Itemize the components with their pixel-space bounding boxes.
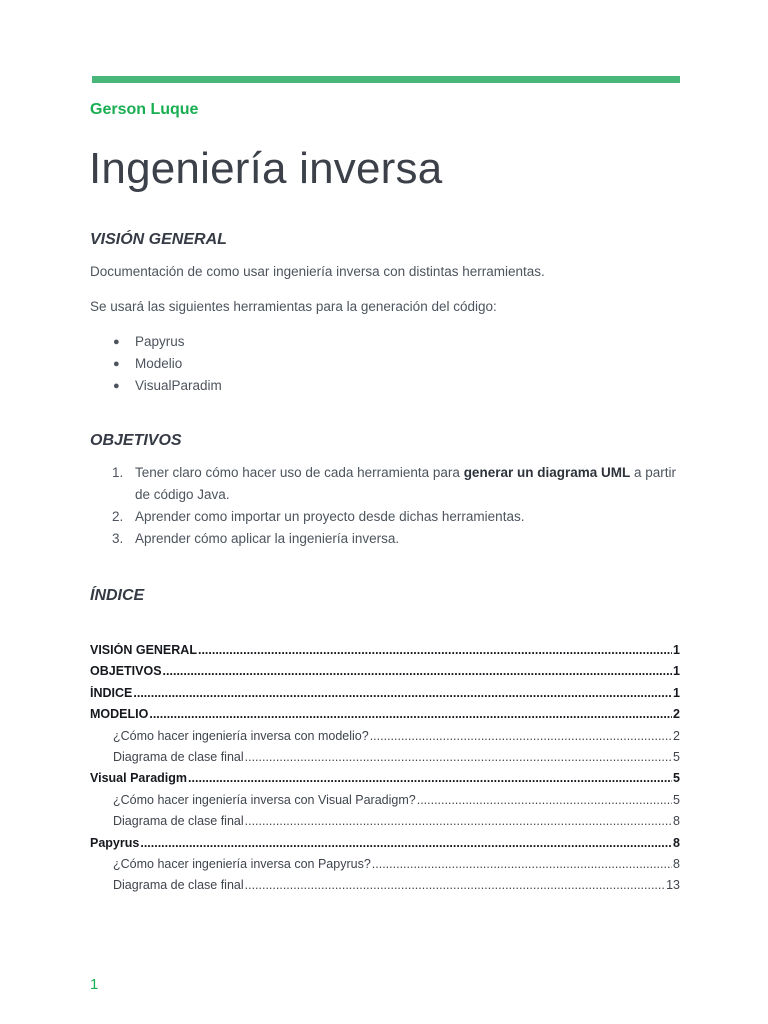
toc-entry-papyrus-howto[interactable] xyxy=(90,857,680,878)
objective-text-end: a partir de código Java. xyxy=(135,465,677,502)
bullet-icon: ● xyxy=(113,336,120,348)
toc-leader-dots xyxy=(245,750,672,764)
heading-indice: ÍNDICE xyxy=(90,587,145,604)
toc-entry-text: MODELIO xyxy=(90,707,149,722)
list-item xyxy=(90,528,682,550)
toc-page-number: 1 xyxy=(673,643,680,657)
tool-name: VisualParadim xyxy=(135,378,222,393)
toc-leader-dots xyxy=(245,878,665,892)
toc-entry-text: OBJETIVOS xyxy=(90,664,162,679)
list-item xyxy=(90,506,682,528)
toc-entry-modelio[interactable] xyxy=(90,707,680,728)
toc-entry-text: ¿Cómo hacer ingeniería inversa con modelio? xyxy=(113,728,369,743)
bullet-icon: ● xyxy=(113,358,120,370)
bullet-icon: ● xyxy=(113,380,120,392)
list-item xyxy=(90,462,682,506)
toc-entry-objetivos[interactable] xyxy=(90,664,680,685)
tool-name: Papyrus xyxy=(135,334,185,349)
list-number: 3. xyxy=(112,531,124,546)
objective-text: Aprender cómo aplicar la ingeniería inversa. xyxy=(135,531,400,546)
toc-entry-modelio-diagram[interactable] xyxy=(90,750,680,771)
toc-page-number: 5 xyxy=(673,749,680,764)
toc-page-number: 5 xyxy=(673,771,680,786)
author-name: Gerson Luque xyxy=(90,101,199,118)
objective-text: Aprender como importar un proyecto desde dichas herramientas. xyxy=(135,509,525,524)
toc-page-number: 13 xyxy=(666,878,680,893)
objective-bold-text: generar un diagrama UML xyxy=(463,465,631,480)
toc-leader-dots xyxy=(372,857,672,871)
toc-leader-dots xyxy=(163,664,673,678)
list-number: 1. xyxy=(112,465,124,480)
toc-entry-text: Visual Paradigm xyxy=(90,771,188,786)
toc-page-number: 2 xyxy=(673,707,680,722)
toc-page-number: 1 xyxy=(673,685,680,700)
table-of-contents xyxy=(90,643,680,900)
document-title: Ingeniería inversa xyxy=(89,144,443,193)
toc-entry-visual-paradigm-diagram[interactable] xyxy=(90,814,680,835)
toc-leader-dots xyxy=(370,729,672,743)
toc-leader-dots xyxy=(245,814,672,828)
overview-paragraph-2: Se usará las siguientes herramientas para la generación del código: xyxy=(90,299,497,314)
toc-entry-visual-paradigm-howto[interactable] xyxy=(90,793,680,814)
toc-page-number: 5 xyxy=(673,792,680,807)
toc-leader-dots xyxy=(417,793,672,807)
toc-entry-text: Diagrama de clase final xyxy=(113,878,244,893)
toc-page-number: 8 xyxy=(673,835,680,850)
objective-text: Tener claro cómo hacer uso de cada herramienta para xyxy=(135,465,464,480)
toc-leader-dots xyxy=(188,771,672,785)
toc-entry-papyrus[interactable] xyxy=(90,836,680,857)
toc-entry-text: Diagrama de clase final xyxy=(113,749,244,764)
header-accent-bar xyxy=(92,76,680,83)
tool-name: Modelio xyxy=(135,356,183,371)
toc-leader-dots xyxy=(198,643,672,657)
toc-entry-vision-general[interactable] xyxy=(90,643,680,664)
toc-entry-visual-paradigm[interactable] xyxy=(90,771,680,792)
toc-entry-text: ¿Cómo hacer ingeniería inversa con Papyrus? xyxy=(113,856,371,871)
list-number: 2. xyxy=(112,509,124,524)
toc-entry-modelio-howto[interactable] xyxy=(90,729,680,750)
toc-entry-text: ¿Cómo hacer ingeniería inversa con Visual Paradigm? xyxy=(113,792,416,807)
toc-page-number: 1 xyxy=(673,664,680,679)
toc-page-number: 2 xyxy=(673,728,680,743)
toc-page-number: 8 xyxy=(673,814,680,829)
toc-entry-text: Diagrama de clase final xyxy=(113,814,244,829)
heading-vision-general: VISIÓN GENERAL xyxy=(90,231,227,248)
toc-leader-dots xyxy=(140,836,672,850)
objectives-list xyxy=(90,462,682,550)
toc-entry-papyrus-diagram[interactable] xyxy=(90,878,680,899)
page-number: 1 xyxy=(90,976,99,993)
toc-leader-dots xyxy=(149,707,672,721)
heading-objetivos: OBJETIVOS xyxy=(90,432,182,449)
toc-page-number: 8 xyxy=(673,856,680,871)
overview-paragraph-1: Documentación de como usar ingeniería inversa con distintas herramientas. xyxy=(90,264,545,279)
toc-entry-indice[interactable] xyxy=(90,686,680,707)
toc-entry-text: Papyrus xyxy=(90,835,140,850)
toc-entry-text: ÍNDICE xyxy=(90,685,133,700)
toc-leader-dots xyxy=(133,686,672,700)
toc-entry-text: VISIÓN GENERAL xyxy=(90,643,197,657)
